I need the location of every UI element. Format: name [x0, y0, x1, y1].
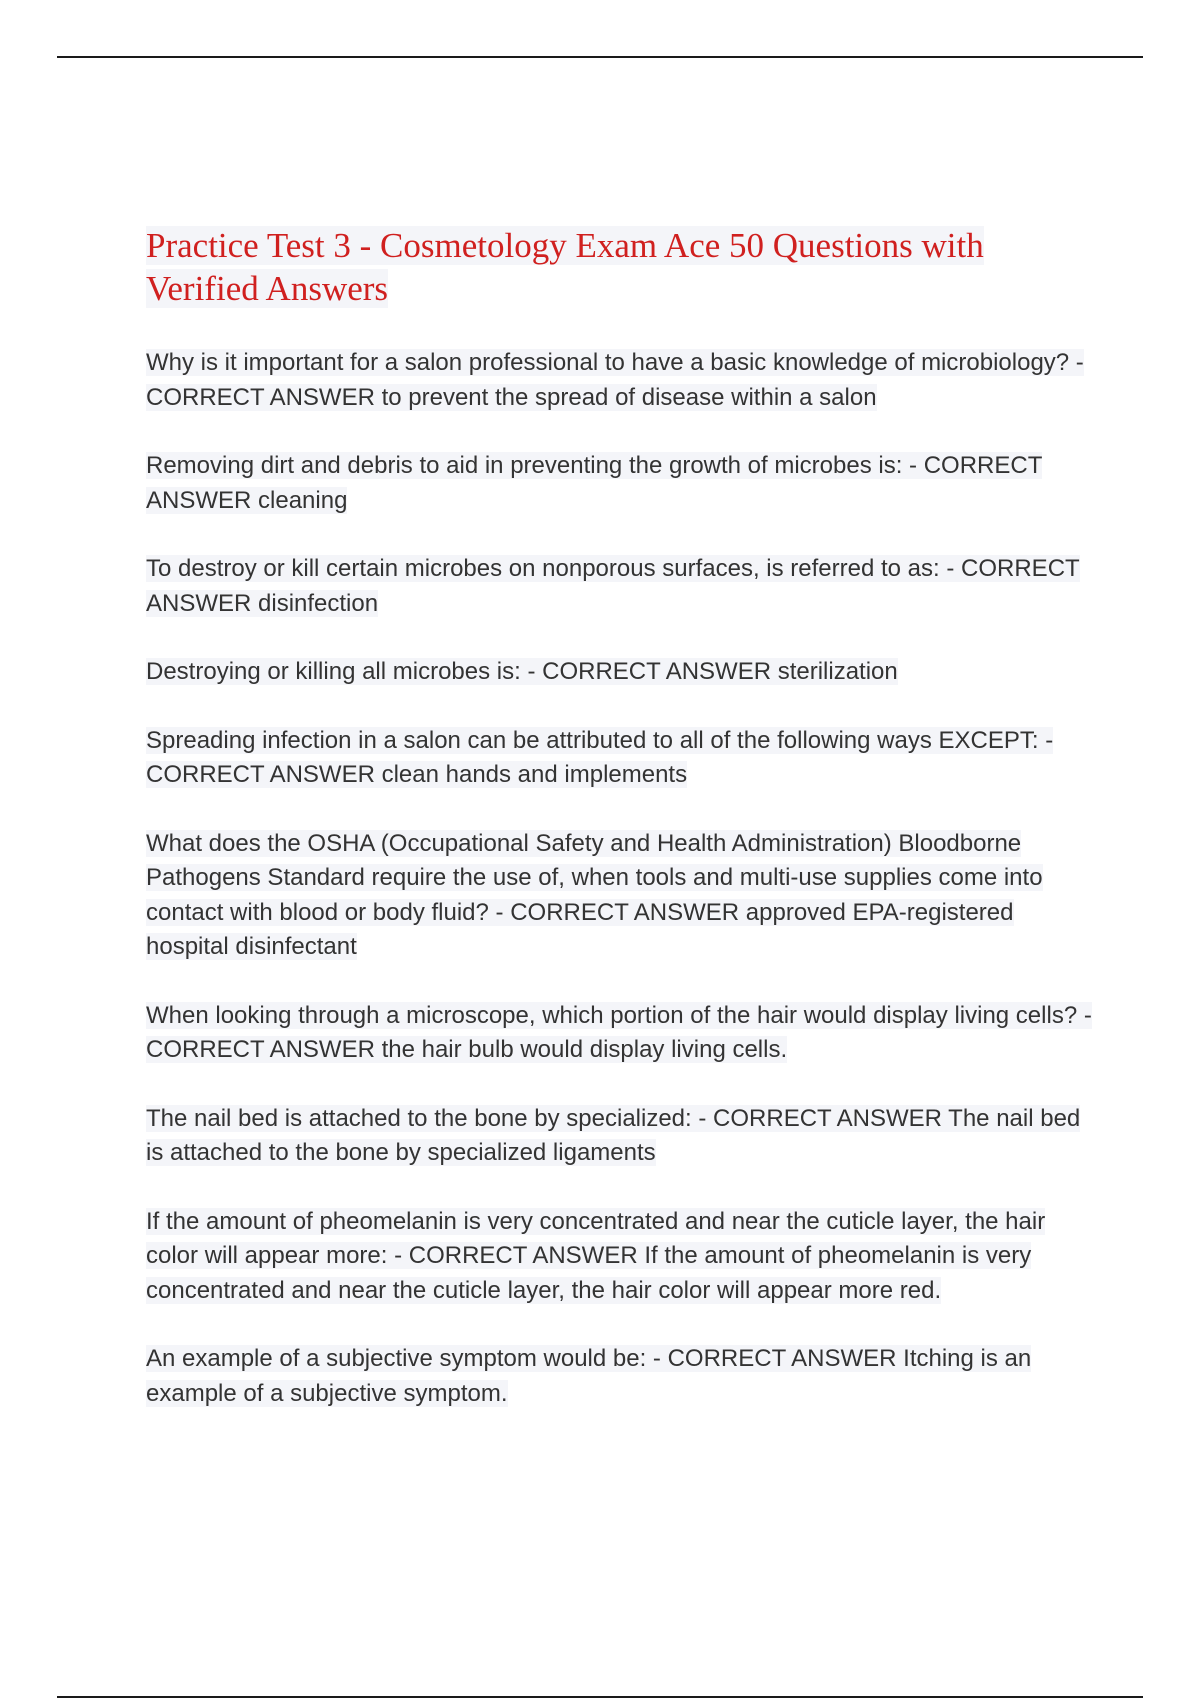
qa-item-3: To destroy or kill certain microbes on nonporous surfaces, is referred to as: - CORRECT ANSWER disinfection — [146, 555, 1080, 617]
header-rule — [57, 56, 1143, 58]
qa-item-6: What does the OSHA (Occupational Safety and Health Administration) Bloodborne Pathogens Standard require the use of, when tools and multi-use supplies come into contact with blood or body fluid? - CORRECT ANSWER approved EPA-registered hospital disinfectant — [146, 829, 1043, 960]
qa-item-2: Removing dirt and debris to aid in preventing the growth of microbes is: - CORRECT ANSWER cleaning — [146, 452, 1043, 514]
document-title: Practice Test 3 - Cosmetology Exam Ace 50 Questions with Verified Answers — [146, 226, 984, 308]
qa-item-8: The nail bed is attached to the bone by specialized: - CORRECT ANSWER The nail bed is attached to the bone by specialized ligaments — [146, 1104, 1081, 1166]
qa-item-9: If the amount of pheomelanin is very concentrated and near the cuticle layer, the hair color will appear more: - CORRECT ANSWER If the amount of pheomelanin is very concentrated and near the cuticle layer, the hair color will appear more red. — [146, 1207, 1046, 1304]
qa-item-10: An example of a subjective symptom would be: - CORRECT ANSWER Itching is an example of a subjective symptom. — [146, 1345, 1032, 1407]
qa-item-4: Destroying or killing all microbes is: - CORRECT ANSWER sterilization — [146, 658, 898, 685]
document-body — [146, 224, 1096, 1445]
qa-item-5: Spreading infection in a salon can be attributed to all of the following ways EXCEPT: - CORRECT ANSWER clean hands and implements — [146, 726, 1054, 788]
qa-item-1: Why is it important for a salon professional to have a basic knowledge of microbiology? - CORRECT ANSWER to prevent the spread of disease within a salon — [146, 349, 1084, 411]
footer-rule — [57, 1696, 1143, 1698]
qa-item-7: When looking through a microscope, which portion of the hair would display living cells? - CORRECT ANSWER the hair bulb would display living cells. — [146, 1001, 1092, 1063]
